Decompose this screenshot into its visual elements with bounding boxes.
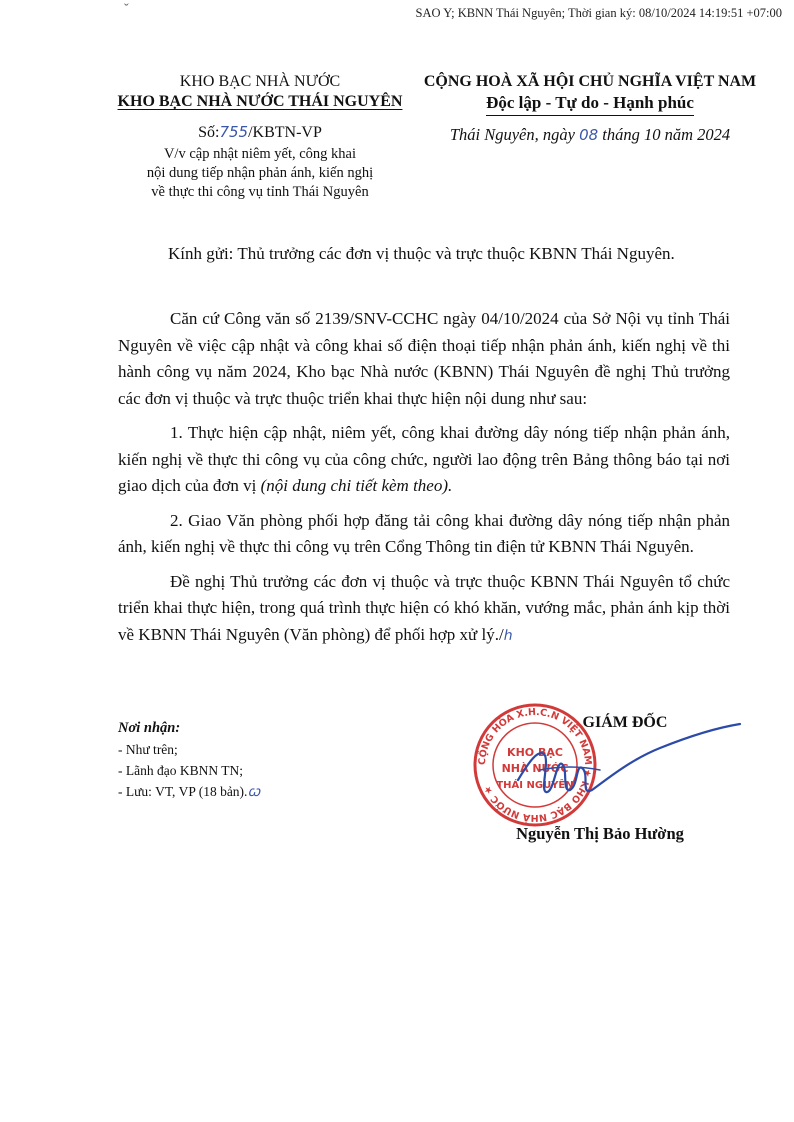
national-header [410,72,770,146]
subject-line-3: về thực thi công vụ tỉnh Thái Nguyên [151,184,369,200]
seal-line-2: NHÀ NƯỚC [501,762,569,775]
initial-mark: ꞷ [247,784,261,800]
signer-name: Nguyễn Thị Bảo Hường [516,824,684,843]
request-text: Đề nghị Thủ trưởng các đơn vị thuộc và trực thuộc KBNN Thái Nguyên tổ chức triển khai thực hiện, trong quá trình thực hiện có khó khăn, vướng mắc, phản ánh kịp thời về KBNN Thái Nguyên (Văn phòng) để phối hợp xử lý./ [118,571,730,644]
distribution-item: - Như trên; [118,742,178,757]
motto: Độc lập - Tự do - Hạnh phúc [486,92,694,116]
distribution-item-text: - Lưu: VT, VP (18 bản). [118,784,248,799]
parent-org: KHO BẠC NHÀ NƯỚC [179,73,341,90]
handwritten-number: 755 [219,123,249,141]
scan-mark: ˇ [124,2,129,17]
distribution-list [118,718,418,803]
handwritten-day: 08 [579,126,599,144]
item-1-italic: (nội dung chi tiết kèm theo). [260,476,453,495]
item-1-text: 1. Thực hiện cập nhật, niêm yết, công khai đường dây nóng tiếp nhận phản ánh, kiến nghị về thực thi công vụ của công chức, người lao động trên Bảng thông báo tại nơi giao dịch của đơn vị [118,423,730,495]
document-date [410,124,770,146]
seal-ring-text: CỘNG HÒA X.H.C.N VIỆT NAM ★ KHO BẠC NHÀ NƯỚC ★ [476,706,594,824]
seal-line-3: THÁI NGUYÊN [496,780,574,791]
subject-line-2: nội dung tiếp nhận phản ánh, kiến nghị [146,165,374,181]
copy-sign-note: SAO Y; KBNN Thái Nguyên; Thời gian ký: 08/10/2024 14:19:51 +07:00 [415,6,782,20]
handwritten-signature [510,720,750,810]
date-suffix: tháng 10 năm 2024 [602,125,731,144]
document-number [100,122,420,143]
paragraph-item-1 [118,420,730,500]
distribution-title: Nơi nhận: [118,720,181,736]
signer-role: GIÁM ĐỐC [582,714,668,731]
recipient-line: Kính gửi: Thủ trưởng các đơn vị thuộc và trực thuộc KBNN Thái Nguyên. [168,244,675,263]
paragraph-request [118,569,730,650]
paragraph-basis: Căn cứ Công văn số 2139/SNV-CCHC ngày 04/10/2024 của Sở Nội vụ tỉnh Thái Nguyên về việc cập nhật và công khai số điện thoại tiếp nhận phản ánh, kiến nghị về thi hành công vụ năm 2024, Kho bạc Nhà nước (KBNN) Thái Nguyên đề nghị Thủ trưởng các đơn vị thuộc và trực thuộc triển khai thực hiện nội dung như sau: [118,309,730,408]
distribution-item: - Lãnh đạo KBNN TN; [118,763,243,778]
subject-line-1: V/v cập nhật niêm yết, công khai [163,146,357,162]
nation-title: CỘNG HOÀ XÃ HỘI CHỦ NGHĨA VIỆT NAM [423,73,757,90]
number-prefix: Số: [198,124,220,141]
number-suffix: /KBTN-VP [248,124,322,141]
document-body [118,306,730,657]
issuing-org: KHO BẠC NHÀ NƯỚC THÁI NGUYÊN [117,93,403,110]
seal-line-1: KHO BẠC [507,746,563,759]
issuer-header [100,72,420,202]
paragraph-item-2: 2. Giao Văn phòng phối hợp đăng tải công khai đường dây nóng tiếp nhận phản ánh, kiến nghị về thực thi công vụ trên Cổng Thông tin điện tử KBNN Thái Nguyên. [118,510,730,556]
date-prefix: Thái Nguyên, ngày [449,125,575,144]
initial-mark: ℎ [503,627,513,644]
distribution-item [118,781,418,803]
